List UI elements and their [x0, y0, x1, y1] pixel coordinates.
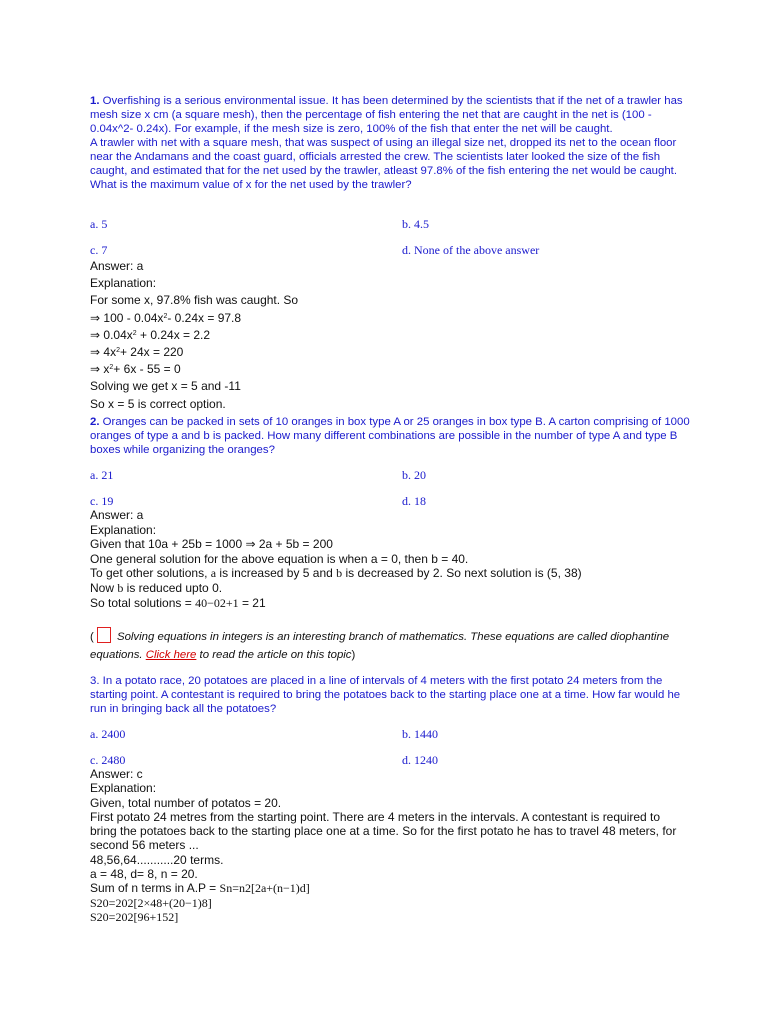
q1-step-1: For some x, 97.8% fish was caught. So — [90, 293, 299, 308]
question-2-paragraph: Oranges can be packed in sets of 10 oranges in box type A or 25 oranges in box type B. A carton comprising of 1000 oranges of type a and b is packed. How many different combinations are possible in the number of type A and type B boxes while organizing the oranges? — [90, 416, 690, 456]
question-1-options-row-1 — [90, 217, 690, 233]
diophantine-note — [90, 627, 690, 664]
question-1-paragraph-1: Overfishing is a serious environmental issue. It has been determined by the scientists that if the net of a trawler has mesh size x cm (a square mesh), then the percentage of fish entering the net that are caught in the net is (100 - 0.04x^2- 0.24x). For example, if the mesh size is zero, 100% of the fish that enter the net will be caught. — [90, 95, 683, 135]
question-1-text — [90, 94, 690, 192]
q1-option-b[interactable]: b. 4.5 — [402, 217, 429, 231]
question-2-text — [90, 415, 690, 457]
q1-option-a[interactable]: a. 5 — [90, 217, 108, 231]
q1-option-d[interactable]: d. None of the above answer — [402, 243, 540, 257]
note-open-paren: ( — [90, 631, 94, 643]
q1-step-6: Solving we get x = 5 and -11 — [90, 379, 241, 394]
q2-step-2: One general solution for the above equation is when a = 0, then b = 40. — [90, 551, 469, 566]
q3-answer: Answer: c — [90, 767, 143, 781]
question-3-options-row-1 — [90, 727, 690, 743]
question-2-options-row-1 — [90, 468, 690, 484]
question-3-text — [90, 674, 690, 716]
q1-explanation-label: Explanation: — [90, 276, 157, 291]
question-3-number: 3. — [90, 675, 100, 687]
q1-option-c[interactable]: c. 7 — [90, 243, 108, 257]
q2-option-a[interactable]: a. 21 — [90, 468, 114, 482]
q2-step-5: So total solutions = 40−02+1 = 21 — [90, 595, 266, 610]
q3-step-7: S20=202[96+152] — [90, 909, 179, 924]
q3-step-1: Given, total number of potatos = 20. — [90, 795, 282, 810]
q3-explanation-label: Explanation: — [90, 781, 157, 796]
q2-option-b[interactable]: b. 20 — [402, 468, 426, 482]
q3-step-3: 48,56,64...........20 terms. — [90, 852, 224, 867]
q2-option-d[interactable]: d. 18 — [402, 494, 426, 508]
q2-option-c[interactable]: c. 19 — [90, 494, 114, 508]
question-1-number: 1. — [90, 95, 100, 107]
question-1-paragraph-2: A trawler with net with a square mesh, that was suspect of using an illegal size net, dropped its net to the ocean floor near the Andamans and the coast guard, officials arrested the crew. The scientists later looked the size of the fish caught, and estimated that for the net used by the trawler, atleast 97.8% of the fish entering the net would be caught. What is the maximum value of x for the net used by the trawler? — [90, 137, 677, 191]
question-3-solution — [90, 767, 690, 924]
q3-step-2: First potato 24 metres from the starting point. There are 4 meters in the intervals. A contestant is required to bring the potatoes back to the starting place one at a time. So for the first potato he has to travel 48 meters, for second 56 meters ... — [90, 809, 677, 853]
click-here-link[interactable]: Click here — [145, 649, 197, 661]
q1-step-5: ⇒ $x^2+ 6x - 55 = 0$ — [90, 362, 181, 377]
q3-option-b[interactable]: b. 1440 — [402, 727, 438, 741]
q3-option-d[interactable]: d. 1240 — [402, 753, 438, 767]
q2-explanation-label: Explanation: — [90, 522, 157, 537]
q3-option-a[interactable]: a. 2400 — [90, 727, 126, 741]
note-text: Solving equations in integers is an interesting branch of mathematics. These equations are called diophantine equations. Click here to read the article on this topic — [90, 631, 670, 661]
q1-answer: Answer: a — [90, 259, 144, 273]
question-1-options-row-2 — [90, 243, 690, 259]
q3-step-5: Sum of n terms in A.P = Sn=n2[2a+(n−1)d] — [90, 881, 310, 896]
q1-step-3: ⇒ $0.04x^2 + 0.24x = 2.2$ — [90, 327, 211, 342]
q1-step-2: ⇒ $100 - 0.04x^2-$ 0.24x = 97.8 — [90, 310, 242, 325]
q2-step-4: Now b is reduced upto 0. — [90, 580, 223, 595]
q3-step-4: a = 48, d= 8, n = 20. — [90, 867, 198, 882]
question-2-solution — [90, 508, 690, 610]
q3-step-6: S20=202[2×48+(20−1)8] — [90, 895, 212, 910]
q1-step-4: ⇒ $4x^2+ 24x = 220$ — [90, 345, 184, 360]
question-2-number: 2. — [90, 416, 100, 428]
question-3-paragraph: In a potato race, 20 potatoes are placed in a line of intervals of 4 meters with the first potato 24 meters from the starting point. A contestant is required to bring the potatoes back to the starting place one at a time. How far would he run in bringing back all the potatoes? — [90, 675, 681, 715]
q2-step-1: Given that 10a + 25b = 1000 ⇒ 2a + 5b = 200 — [90, 537, 333, 552]
broken-image-icon — [97, 627, 111, 643]
note-close-paren: ) — [351, 649, 356, 661]
q2-step-3: To get other solutions, a is increased by 5 and b is decreased by 2. So next solution is (5, 38) — [90, 566, 582, 581]
question-1-solution — [90, 258, 690, 413]
q2-answer: Answer: a — [90, 508, 144, 522]
q3-option-c[interactable]: c. 2480 — [90, 753, 126, 767]
q1-step-7: So x = 5 is correct option. — [90, 396, 226, 411]
